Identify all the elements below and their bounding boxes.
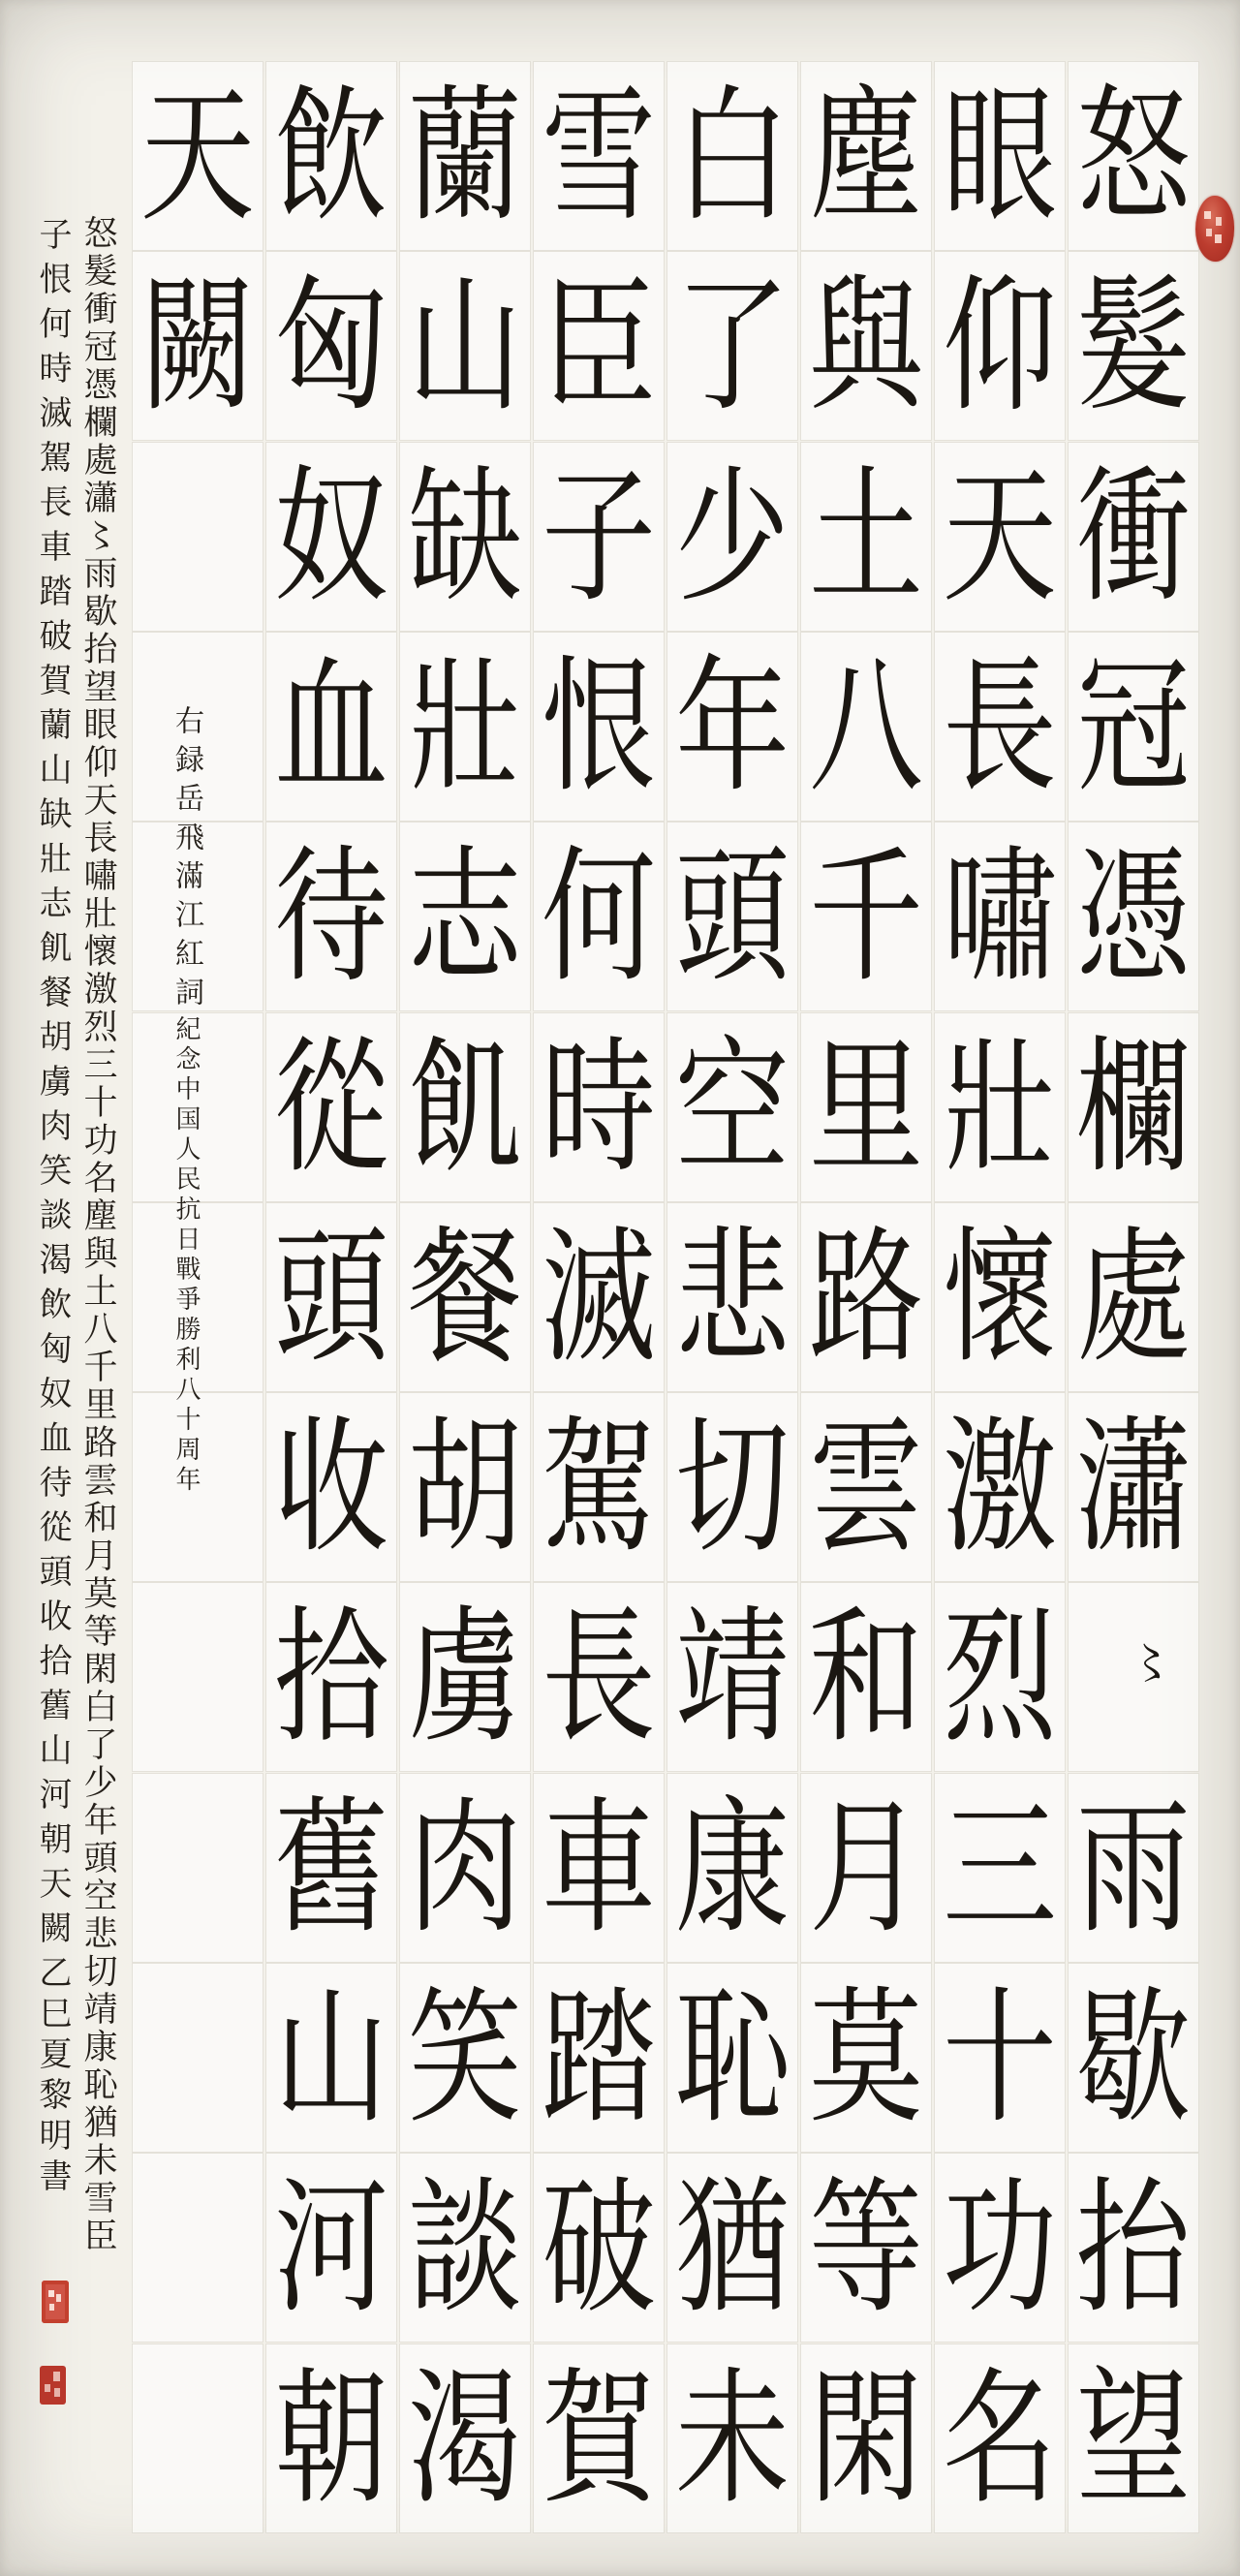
char-cell-col8-row1 [132,61,264,251]
poem-character: 駕 [541,1401,656,1573]
char-cell-col6-row7 [399,1202,531,1392]
char-cell-col8-row3 [132,442,264,632]
char-cell-col2-row12 [934,2153,1066,2343]
char-cell-col4-row1 [666,61,798,251]
char-cell-col2-row4 [934,632,1066,822]
char-cell-col6-row5 [399,822,531,1011]
poem-character: 月 [808,1782,923,1954]
char-cell-col7-row11 [265,1963,397,2153]
poem-character: 匈 [273,260,388,432]
char-cell-col3-row9 [800,1582,932,1772]
char-cell-col5-row10 [533,1773,665,1963]
artist-seal-upper-icon [42,2281,69,2323]
char-cell-col1-row6 [1068,1012,1199,1202]
poem-character: 八 [808,640,923,813]
char-cell-col7-row10 [265,1773,397,1963]
poem-character: 河 [273,2161,388,2334]
head-seal-icon [1195,196,1234,262]
char-cell-col6-row9 [399,1582,531,1772]
poem-character: 土 [808,450,923,622]
poem-character: 天 [942,450,1057,622]
poem-character: 踏 [541,1971,656,2144]
char-cell-col2-row7 [934,1202,1066,1392]
poem-character: 山 [273,1971,388,2144]
char-cell-col1-row3 [1068,442,1199,632]
char-cell-col6-row4 [399,632,531,822]
iteration-mark: 〻 [1130,1636,1171,1690]
char-cell-col6-row8 [399,1392,531,1582]
poem-character: 切 [674,1401,790,1573]
char-cell-col7-row13 [265,2343,397,2533]
char-cell-col4-row9 [666,1582,798,1772]
char-cell-col4-row10 [666,1773,798,1963]
char-cell-col7-row1 [265,61,397,251]
char-cell-col3-row1 [800,61,932,251]
char-cell-col1-row10 [1068,1773,1199,1963]
char-cell-col5-row12 [533,2153,665,2343]
signature-text: 乙巳夏黎明書 [33,1955,72,2199]
poem-character: 康 [674,1782,790,1954]
poem-character: 笑 [407,1971,522,2144]
char-cell-col7-row9 [265,1582,397,1772]
poem-character: 破 [541,2161,656,2334]
poem-character: 缺 [407,450,522,622]
poem-character: 望 [1075,2352,1191,2524]
char-cell-col6-row3 [399,442,531,632]
poem-character: 雨 [1075,1782,1191,1954]
char-cell-col6-row1 [399,61,531,251]
poem-character: 悲 [674,1211,790,1383]
char-cell-col1-row4 [1068,632,1199,822]
poem-character: 莫 [808,1971,923,2144]
poem-character: 怒 [1075,70,1191,242]
char-cell-col3-row12 [800,2153,932,2343]
char-cell-col5-row9 [533,1582,665,1772]
poem-character: 瀟 [1075,1401,1191,1573]
colophon-poem-continuation: 子恨何時滅駕長車踏破賀蘭山缺壯志飢餐胡虜肉笑談渴飲匈奴血待從頭收拾舊山河朝天闕 [33,217,72,1955]
poem-character: 壯 [942,1021,1057,1193]
char-cell-col8-row12 [132,2153,264,2343]
poem-character: 臣 [541,260,656,432]
char-cell-col4-row8 [666,1392,798,1582]
poem-character: 胡 [407,1401,522,1573]
poem-character: 賀 [541,2352,656,2524]
char-cell-col3-row13 [800,2343,932,2533]
char-cell-col3-row8 [800,1392,932,1582]
artist-seal-lower-icon [40,2366,66,2405]
inscription-dedication-line: 紀念中国人民抗日戰爭勝利八十周年 [171,1015,201,1496]
char-cell-col8-row9 [132,1582,264,1772]
poem-character: 志 [407,830,522,1003]
poem-character: 和 [808,1592,923,1763]
char-cell-col3-row6 [800,1012,932,1202]
char-cell-col6-row10 [399,1773,531,1963]
char-cell-col4-row11 [666,1963,798,2153]
char-cell-col7-row12 [265,2153,397,2343]
poem-character: 血 [273,640,388,813]
poem-character: 車 [541,1782,656,1954]
char-cell-col3-row11 [800,1963,932,2153]
char-cell-col7-row7 [265,1202,397,1392]
poem-character: 白 [674,70,790,242]
poem-character: 里 [808,1021,923,1193]
char-cell-col4-row7 [666,1202,798,1392]
poem-character: 未 [674,2352,790,2524]
char-cell-col5-row6 [533,1012,665,1202]
char-cell-col2-row1 [934,61,1066,251]
char-cell-col3-row2 [800,251,932,441]
poem-character: 與 [808,260,923,432]
poem-character: 冠 [1075,640,1191,813]
char-cell-col1-row8 [1068,1392,1199,1582]
poem-character: 山 [407,260,522,432]
char-cell-col3-row4 [800,632,932,822]
char-cell-col2-row11 [934,1963,1066,2153]
char-cell-col6-row6 [399,1012,531,1202]
char-cell-col4-row3 [666,442,798,632]
poem-character: 長 [541,1592,656,1763]
char-cell-col2-row3 [934,442,1066,632]
poem-character: 恨 [541,640,656,813]
poem-character: 處 [1075,1211,1191,1383]
char-cell-col3-row3 [800,442,932,632]
poem-character: 雪 [541,70,656,242]
char-cell-col8-row11 [132,1963,264,2153]
poem-character: 頭 [273,1211,388,1383]
poem-character: 飢 [407,1021,522,1193]
char-cell-col1-row2 [1068,251,1199,441]
poem-character: 閑 [808,2352,923,2524]
poem-character: 收 [273,1401,388,1573]
poem-character: 功 [942,2161,1057,2334]
poem-character: 頭 [674,830,790,1003]
poem-character: 激 [942,1401,1057,1573]
poem-character: 髮 [1075,260,1191,432]
poem-character: 欄 [1075,1021,1191,1193]
poem-character: 空 [674,1021,790,1193]
poem-character: 壯 [407,640,522,813]
char-cell-col1-row12 [1068,2153,1199,2343]
char-cell-col1-row7 [1068,1202,1199,1392]
poem-character: 蘭 [407,70,522,242]
poem-character: 闕 [140,260,255,432]
char-cell-col1-row9 [1068,1582,1199,1772]
poem-character: 待 [273,830,388,1003]
poem-character: 肉 [407,1782,522,1954]
char-cell-col3-row10 [800,1773,932,1963]
poem-character: 等 [808,2161,923,2334]
poem-character: 少 [674,450,790,622]
char-cell-col8-row2 [132,251,264,441]
poem-character: 靖 [674,1592,790,1763]
poem-character: 年 [674,640,790,813]
char-cell-col6-row13 [399,2343,531,2533]
char-cell-col5-row11 [533,1963,665,2153]
poem-character: 抬 [1075,2161,1191,2334]
poem-character: 名 [942,2352,1057,2524]
poem-character: 飲 [273,70,388,242]
char-cell-col4-row6 [666,1012,798,1202]
char-cell-col2-row6 [934,1012,1066,1202]
poem-character: 了 [674,260,790,432]
poem-character: 路 [808,1211,923,1383]
poem-character: 奴 [273,450,388,622]
poem-character: 嘯 [942,830,1057,1003]
char-cell-col8-row10 [132,1773,264,1963]
char-cell-col2-row13 [934,2343,1066,2533]
char-cell-col4-row4 [666,632,798,822]
poem-character: 猶 [674,2161,790,2334]
poem-character: 塵 [808,70,923,242]
char-cell-col5-row2 [533,251,665,441]
poem-character: 談 [407,2161,522,2334]
char-cell-col7-row8 [265,1392,397,1582]
char-cell-col6-row2 [399,251,531,441]
poem-character: 長 [942,640,1057,813]
char-cell-col5-row1 [533,61,665,251]
poem-character: 子 [541,450,656,622]
char-cell-col3-row5 [800,822,932,1011]
poem-character: 渴 [407,2352,522,2524]
char-cell-col5-row13 [533,2343,665,2533]
char-cell-col8-row13 [132,2343,264,2533]
char-cell-col6-row11 [399,1963,531,2153]
poem-character: 時 [541,1021,656,1193]
poem-character: 歇 [1075,1971,1191,2144]
poem-character: 天 [140,70,255,242]
poem-character: 仰 [942,260,1057,432]
poem-character: 恥 [674,1971,790,2144]
side-inscription [165,705,207,1538]
poem-character: 何 [541,830,656,1003]
char-cell-col3-row7 [800,1202,932,1392]
char-cell-col2-row9 [934,1582,1066,1772]
poem-character: 三 [942,1782,1057,1954]
poem-character: 烈 [942,1592,1057,1763]
char-cell-col4-row5 [666,822,798,1011]
char-cell-col5-row7 [533,1202,665,1392]
char-cell-col1-row1 [1068,61,1199,251]
char-cell-col2-row2 [934,251,1066,441]
char-cell-col7-row4 [265,632,397,822]
char-cell-col2-row5 [934,822,1066,1011]
poem-character: 憑 [1075,830,1191,1003]
poem-character: 眼 [942,70,1057,242]
char-cell-col1-row11 [1068,1963,1199,2153]
char-cell-col5-row5 [533,822,665,1011]
inscription-source-line: 右録岳飛滿江紅詞 [170,705,203,1015]
char-cell-col4-row13 [666,2343,798,2533]
char-cell-col2-row10 [934,1773,1066,1963]
poem-character: 滅 [541,1211,656,1383]
char-cell-col5-row4 [533,632,665,822]
poem-character: 餐 [407,1211,522,1383]
poem-character: 衝 [1075,450,1191,622]
char-cell-col1-row13 [1068,2343,1199,2533]
poem-character: 千 [808,830,923,1003]
poem-character: 從 [273,1021,388,1193]
char-cell-col7-row2 [265,251,397,441]
char-cell-col2-row8 [934,1392,1066,1582]
char-cell-col7-row3 [265,442,397,632]
char-cell-col5-row8 [533,1392,665,1582]
char-cell-col4-row12 [666,2153,798,2343]
char-cell-col4-row2 [666,251,798,441]
colophon-line-right: 怒髮衝冠憑欄處瀟〻雨歇抬望眼仰天長嘯壯懷激烈三十功名塵與土八千里路雲和月莫等閑白了少年頭空悲切靖康恥猶未雪臣 [78,215,117,2255]
poem-character: 懷 [942,1211,1057,1383]
char-cell-col1-row5 [1068,822,1199,1011]
colophon-line-left [29,217,77,2281]
poem-character: 拾 [273,1592,388,1763]
poem-character: 虜 [407,1592,522,1763]
char-cell-col7-row6 [265,1012,397,1202]
char-cell-col6-row12 [399,2153,531,2343]
poem-character: 雲 [808,1401,923,1573]
poem-character: 舊 [273,1782,388,1954]
char-cell-col7-row5 [265,822,397,1011]
poem-character: 十 [942,1971,1057,2144]
char-cell-col5-row3 [533,442,665,632]
poem-character: 朝 [273,2352,388,2524]
